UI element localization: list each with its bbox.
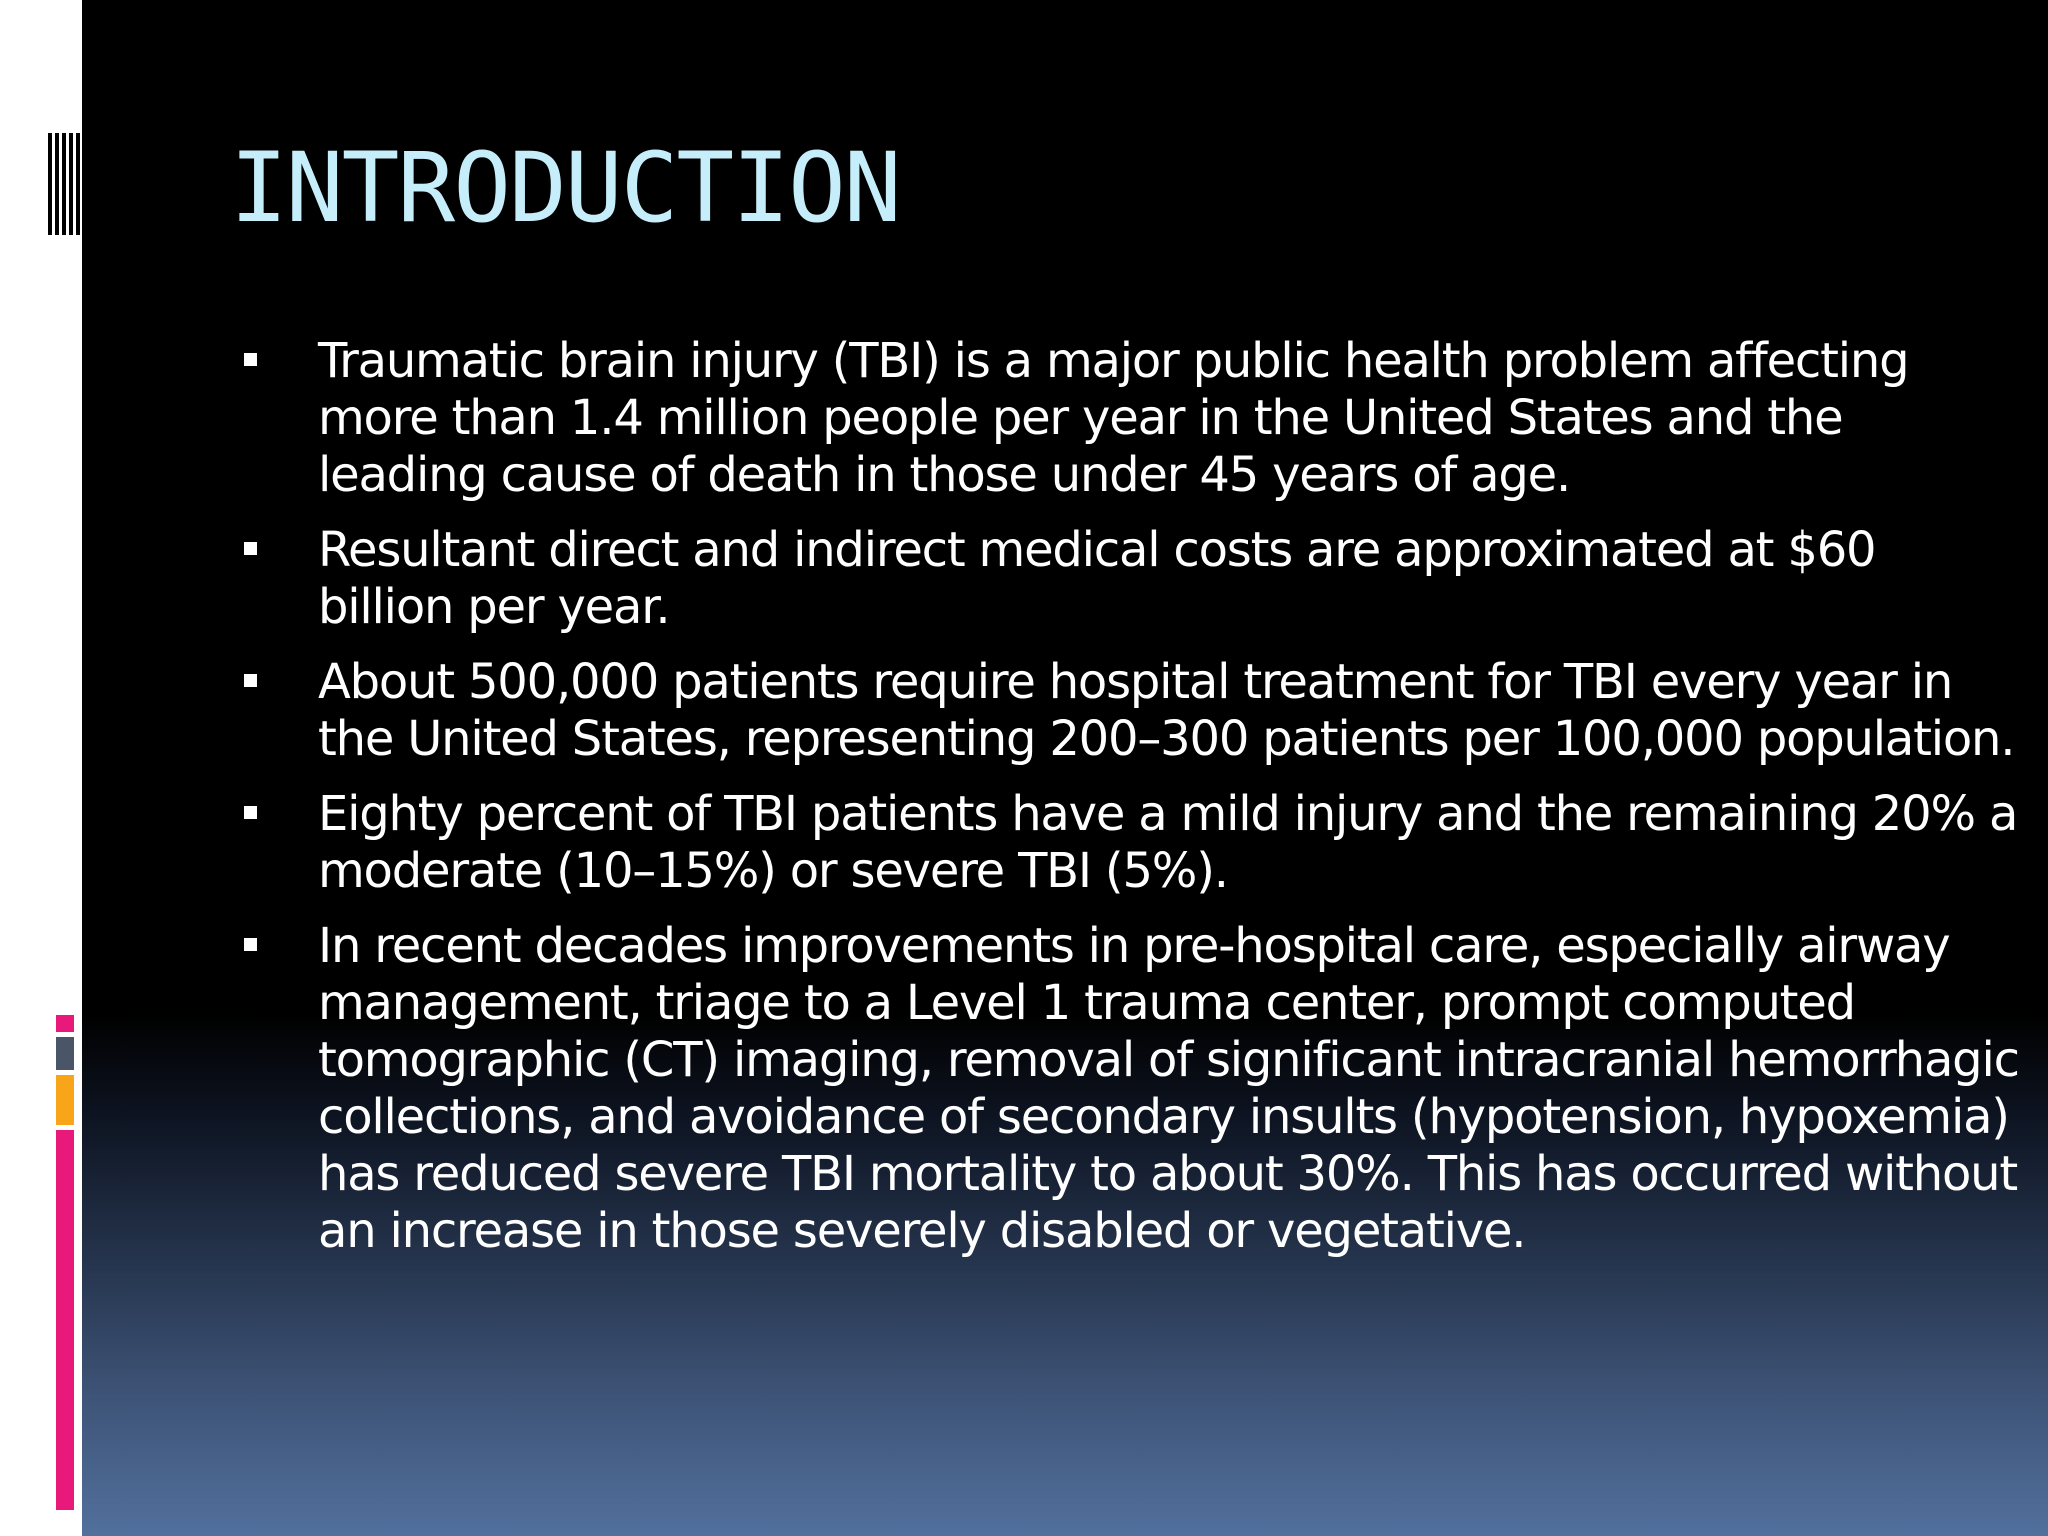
square-bullet-icon	[244, 353, 257, 366]
bullet-item	[230, 654, 2020, 768]
square-bullet-icon	[244, 806, 257, 819]
slide-content-area	[82, 0, 2048, 1536]
bullet-text: Eighty percent of TBI patients have a mild injury and the remaining 20% a moderate (10–15%) or severe TBI (5%).	[318, 786, 2018, 899]
accent-bar-pink-top	[56, 1015, 74, 1032]
square-bullet-icon	[244, 542, 257, 555]
bullet-item	[230, 522, 2020, 636]
square-bullet-icon	[244, 674, 257, 687]
stripes-decoration	[48, 133, 82, 235]
accent-bar-gray	[56, 1037, 74, 1070]
left-margin-strip	[0, 0, 82, 1536]
bullet-text: Traumatic brain injury (TBI) is a major public health problem affecting more than 1.4 million people per year in the United States and the leading cause of death in those under 45 years of age.	[318, 333, 1909, 503]
accent-bar-orange	[56, 1075, 74, 1125]
bullet-text: About 500,000 patients require hospital treatment for TBI every year in the United States, representing 200–300 patients per 100,000 population.	[318, 654, 2015, 767]
bullet-item	[230, 918, 2020, 1260]
square-bullet-icon	[244, 938, 257, 951]
bullet-text: In recent decades improvements in pre-hospital care, especially airway management, triage to a Level 1 trauma center, prompt computed tomographic (CT) imaging, removal of significant intracranial hemorrhagic collections, and avoidance of secondary insults (hypotension, hypoxemia) has reduced severe TBI mortality to about 30%. This has occurred without an increase in those severely disabled or vegetative.	[318, 918, 2019, 1259]
bullet-item	[230, 333, 2020, 504]
slide-title: INTRODUCTION	[230, 132, 900, 244]
bullet-text: Resultant direct and indirect medical costs are approximated at $60 billion per year.	[318, 522, 1876, 635]
bullet-list	[230, 333, 2020, 1278]
accent-bar-pink-long	[56, 1130, 74, 1510]
bullet-item	[230, 786, 2020, 900]
